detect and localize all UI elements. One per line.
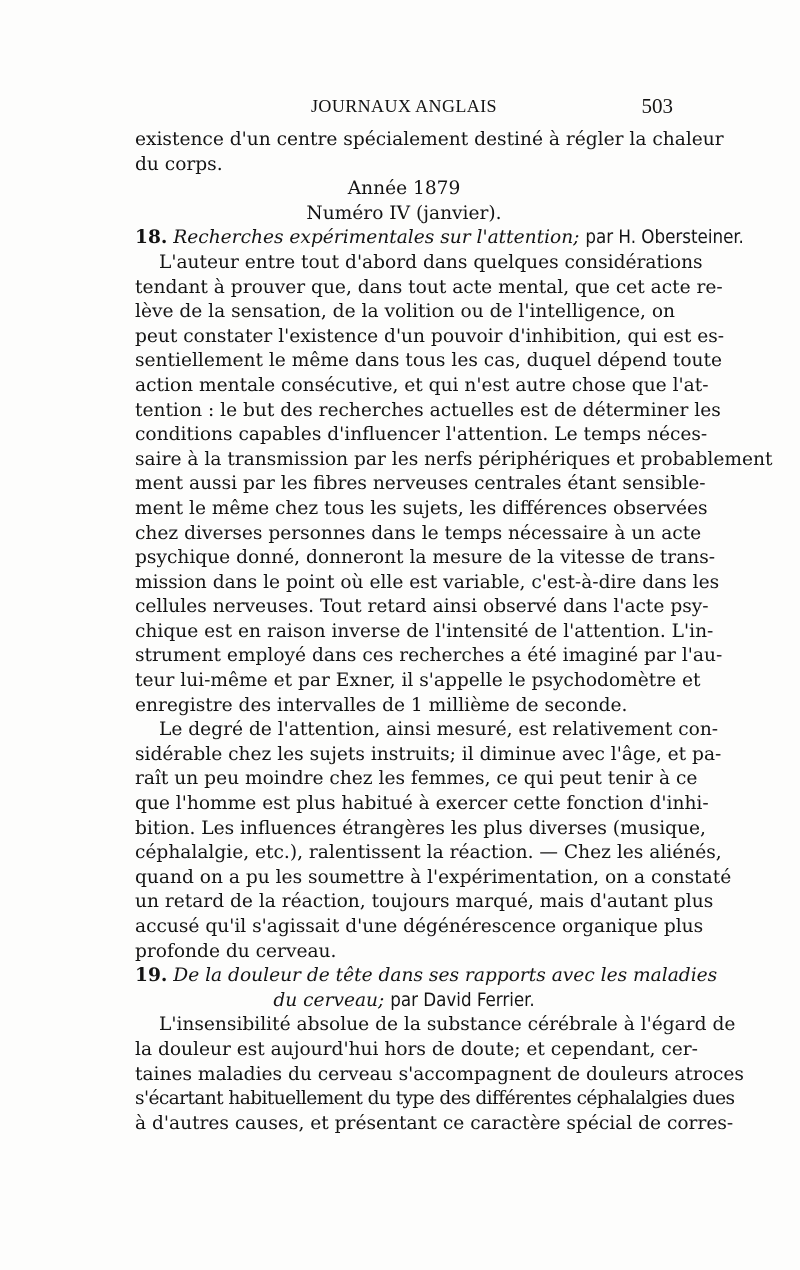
article-18-heading	[135, 226, 744, 251]
page-header	[135, 94, 673, 122]
text-line: à d'autres causes, et présentant ce caractère spécial de corres-	[135, 1112, 734, 1134]
text-line: ment aussi par les fibres nerveuses centrales étant sensible-	[135, 473, 706, 495]
section-year-heading: Année 1879	[347, 178, 461, 200]
text-line: un retard de la réaction, toujours marqué, mais d'autant plus	[135, 891, 714, 913]
text-line: mission dans le point où elle est variable, c'est-à-dire dans les	[135, 571, 720, 593]
text-line: lève de la sensation, de la volition ou de l'intelligence, on	[135, 301, 676, 323]
text-line: du corps.	[135, 153, 223, 175]
text-line: tention : le but des recherches actuelles est de déterminer les	[135, 399, 721, 421]
page-number: 503	[641, 94, 673, 118]
text-line: L'auteur entre tout d'abord dans quelques considérations	[159, 251, 703, 273]
text-line: strument employé dans ces recherches a été imaginé par l'au-	[135, 645, 723, 667]
text-line: tendant à prouver que, dans tout acte mental, que cet acte re-	[135, 276, 723, 298]
text-line: saire à la transmission par les nerfs périphériques et probablement	[135, 448, 773, 470]
article-byline: par David Ferrier.	[390, 989, 535, 1011]
text-line: sidérable chez les sujets instruits; il diminue avec l'âge, et pa-	[135, 743, 722, 765]
text-line: que l'homme est plus habitué à exercer cette fonction d'inhi-	[135, 793, 709, 815]
article-title: Recherches expérimentales sur l'attention;	[173, 227, 580, 249]
text-line: conditions capables d'influencer l'attention. Le temps néces-	[135, 424, 708, 446]
section-issue-heading: Numéro IV (janvier).	[306, 202, 502, 224]
text-line: raît un peu moindre chez les femmes, ce qui peut tenir à ce	[135, 768, 698, 790]
text-line: profonde du cerveau.	[135, 940, 337, 962]
text-line: enregistre des intervalles de 1 millième de seconde.	[135, 694, 628, 716]
text-line: accusé qu'il s'agissait d'une dégénérescence organique plus	[135, 916, 704, 937]
text-line: psychique donné, donneront la mesure de la vitesse de trans-	[135, 547, 716, 569]
running-head-title: JOURNAUX ANGLAIS	[311, 96, 497, 116]
article-byline: par H. Obersteiner.	[585, 227, 744, 249]
text-line: cellules nerveuses. Tout retard ainsi observé dans l'acte psy-	[135, 596, 709, 618]
text-line: sentiellement le même dans tous les cas, duquel dépend toute	[135, 350, 722, 372]
text-line: s'écartant habituellement du type des différentes céphalalgies dues	[135, 1088, 735, 1110]
text-line: chez diverses personnes dans le temps nécessaire à un acte	[135, 522, 702, 544]
article-number: 19.	[135, 965, 168, 987]
text-line: bition. Les influences étrangères les plus diverses (musique,	[135, 817, 706, 839]
text-line: chique est en raison inverse de l'intensité de l'attention. L'in-	[135, 620, 714, 642]
text-line: teur lui-même et par Exner, il s'appelle le psychodomètre et	[135, 670, 701, 692]
text-line: la douleur est aujourd'hui hors de doute; et cependant, cer-	[135, 1038, 698, 1060]
article-19-heading-cont	[135, 989, 673, 1014]
article-19-heading	[135, 964, 718, 989]
text-line: L'insensibilité absolue de la substance cérébrale à l'égard de	[159, 1014, 736, 1036]
text-line: Le degré de l'attention, ainsi mesuré, est relativement con-	[159, 719, 719, 741]
text-line: céphalalgie, etc.), ralentissent la réaction. — Chez les aliénés,	[135, 842, 722, 864]
text-line: quand on a pu les soumettre à l'expérimentation, on a constaté	[135, 866, 732, 888]
text-line: taines maladies du cerveau s'accompagnent de douleurs atroces	[135, 1063, 744, 1085]
article-title-cont: du cerveau;	[273, 989, 385, 1011]
text-line: peut constater l'existence d'un pouvoir d'inhibition, qui est es-	[135, 325, 725, 347]
text-line: ment le même chez tous les sujets, les différences observées	[135, 497, 708, 519]
text-line: existence d'un centre spécialement destiné à régler la chaleur	[135, 129, 724, 150]
article-number: 18.	[135, 227, 168, 249]
article-title: De la douleur de tête dans ses rapports avec les maladies	[173, 965, 718, 987]
text-line: action mentale consécutive, et qui n'est autre chose que l'at-	[135, 374, 709, 396]
body-text	[135, 128, 773, 1136]
